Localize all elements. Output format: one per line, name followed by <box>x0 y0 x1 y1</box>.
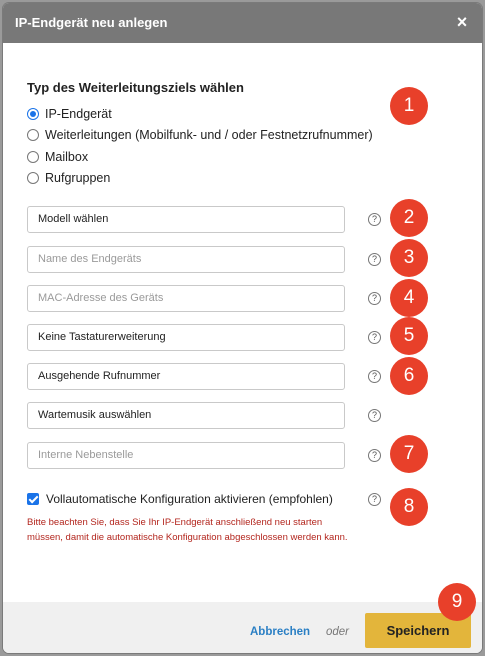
help-icon[interactable]: ? <box>368 213 381 226</box>
radio-label-ip-device: IP-Endgerät <box>45 107 112 121</box>
internal-extension-input[interactable]: Interne Nebenstelle <box>27 442 345 469</box>
dialog-titlebar <box>3 3 482 43</box>
callout-badge-5: 5 <box>390 317 428 355</box>
callout-badge-8: 8 <box>390 488 428 526</box>
restart-warning-text: Bitte beachten Sie, dass Sie Ihr IP-Endgerät anschließend neu starten müssen, damit die automatische Konfiguration abgeschlossen werden kann. <box>27 517 348 543</box>
radio-button[interactable] <box>27 151 39 163</box>
callout-badge-4: 4 <box>390 279 428 317</box>
auto-config-option[interactable] <box>27 490 333 508</box>
callout-badge-3: 3 <box>390 239 428 277</box>
radio-label-mailbox: Mailbox <box>45 150 89 164</box>
radio-mailbox[interactable] <box>27 148 88 166</box>
dialog-title: IP-Endgerät neu anlegen <box>15 15 168 30</box>
radio-button[interactable] <box>27 129 39 141</box>
radio-button-checked[interactable] <box>27 108 39 120</box>
radio-button[interactable] <box>27 172 39 184</box>
auto-config-checkbox[interactable] <box>27 493 39 505</box>
radio-label-forwarding: Weiterleitungen (Mobilfunk- und / oder Festnetzrufnummer) <box>45 128 373 142</box>
close-icon[interactable]: × <box>456 12 468 32</box>
help-icon[interactable]: ? <box>368 331 381 344</box>
radio-label-ring-groups: Rufgruppen <box>45 171 111 185</box>
callout-badge-6: 6 <box>390 357 428 395</box>
create-ip-device-dialog <box>3 3 482 653</box>
help-icon[interactable]: ? <box>368 493 381 506</box>
model-select[interactable]: Modell wählen <box>27 206 345 233</box>
radio-ip-device[interactable] <box>27 105 112 123</box>
help-icon[interactable]: ? <box>368 253 381 266</box>
callout-badge-1: 1 <box>390 87 428 125</box>
cancel-link[interactable]: Abbrechen <box>250 626 311 638</box>
hold-music-select[interactable]: Wartemusik auswählen <box>27 402 345 429</box>
save-button[interactable]: Speichern <box>365 613 471 648</box>
or-text: oder <box>326 626 350 638</box>
radio-forwarding[interactable] <box>27 126 373 144</box>
keyboard-extension-select[interactable]: Keine Tastaturerweiterung <box>27 324 345 351</box>
auto-config-label: Vollautomatische Konfiguration aktivieren (empfohlen) <box>46 492 333 506</box>
help-icon[interactable]: ? <box>368 370 381 383</box>
help-icon[interactable]: ? <box>368 292 381 305</box>
device-name-input[interactable]: Name des Endgeräts <box>27 246 345 273</box>
help-icon[interactable]: ? <box>368 449 381 462</box>
forwarding-type-heading: Typ des Weiterleitungsziels wählen <box>27 80 244 95</box>
callout-badge-2: 2 <box>390 199 428 237</box>
outgoing-number-select[interactable]: Ausgehende Rufnummer <box>27 363 345 390</box>
callout-badge-7: 7 <box>390 435 428 473</box>
callout-badge-9: 9 <box>438 583 476 621</box>
radio-ring-groups[interactable] <box>27 169 110 187</box>
mac-address-input[interactable]: MAC-Adresse des Geräts <box>27 285 345 312</box>
help-icon[interactable]: ? <box>368 409 381 422</box>
